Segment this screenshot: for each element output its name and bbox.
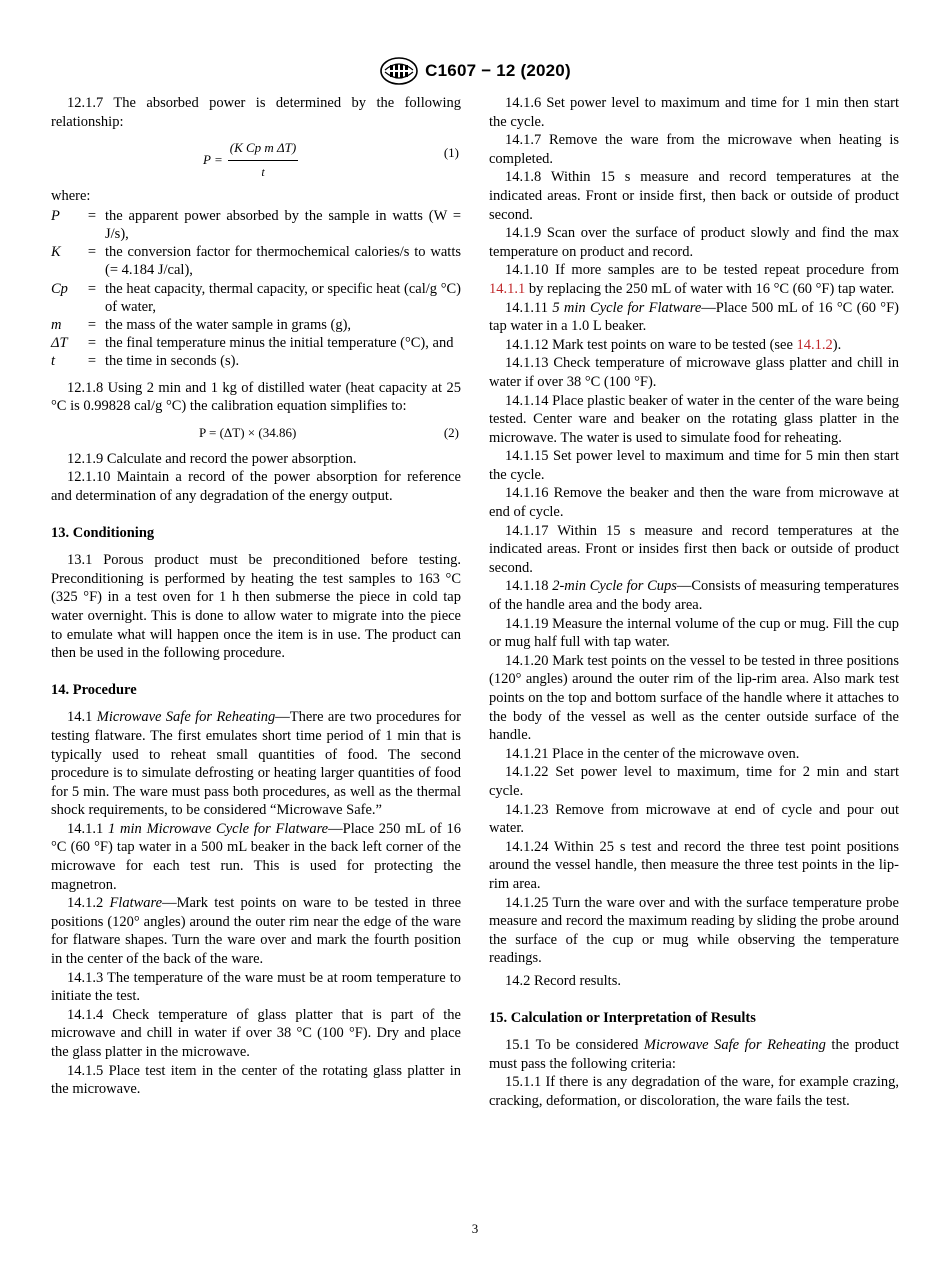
- para-14-1-18: 14.1.18 2-min Cycle for Cups—Consists of measuring temperatures of the handle area and the body area.: [489, 578, 900, 614]
- para-14-1-6: 14.1.6 Set power level to maximum and time for 1 min then start the cycle.: [489, 95, 899, 130]
- equation-1-numerator: (K Cp m ΔT): [228, 139, 299, 161]
- equation-1: [51, 133, 461, 181]
- para-14-1-16: 14.1.16 Remove the beaker and then the ware from microwave at end of cycle.: [489, 485, 899, 521]
- para-14-1-14: 14.1.14 Place plastic beaker of water in the center of the ware being tested. Center ware and beaker on the rotating glass platter in the microwave. The water is used to simulate food for reheating.: [489, 392, 899, 446]
- definition-row: K = the conversion factor for thermochemical calories/s to watts (= 4.184 J/cal),: [51, 244, 461, 279]
- definition-row: t = the time in seconds (s).: [51, 353, 240, 370]
- para-12-1-9: 12.1.9 Calculate and record the power absorption.: [67, 450, 357, 467]
- page-header: [0, 57, 950, 85]
- para-12-1-7: 12.1.7 The absorbed power is determined by the following relationship:: [51, 95, 461, 130]
- para-14-1-10: 14.1.10 If more samples are to be tested repeat procedure from 14.1.1 by replacing the 250 mL of water with 16 °C (60 °F) tap water.: [489, 262, 899, 297]
- para-14-1-19: 14.1.19 Measure the internal volume of the cup or mug. Fill the cup or mug half full with tap water.: [489, 615, 899, 651]
- para-14-2: 14.2 Record results.: [505, 972, 621, 989]
- para-14-1-8: 14.1.8 Within 15 s measure and record temperatures at the indicated areas. Front or inside first, then back or outside of product second.: [489, 169, 899, 223]
- equation-2: [51, 420, 461, 446]
- cross-reference-link[interactable]: 14.1.1: [489, 280, 526, 297]
- para-14-1-17: 14.1.17 Within 15 s measure and record temperatures at the indicated areas. Front or insides first then back or outside of product second.: [489, 522, 899, 576]
- where-label: where:: [51, 188, 91, 205]
- right-column: [489, 94, 899, 1110]
- para-15-1: 15.1 To be considered Microwave Safe for Reheating the product must pass the following criteria:: [489, 1037, 899, 1072]
- equation-1-number: (1): [443, 145, 459, 161]
- definition-row: P = the apparent power absorbed by the sample in watts (W = J/s),: [51, 207, 461, 242]
- equation-2-body: P = (ΔT) × (34.86): [199, 424, 297, 440]
- para-14-1-2: 14.1.2 Flatware—Mark test points on ware to be tested in three positions (120° angles) around the outer rim near the edge of the ware for flatware shapes. Turn the ware over and mark the fourth position in the center of the back of the ware.: [51, 895, 462, 968]
- para-14-1-21: 14.1.21 Place in the center of the microwave oven.: [505, 745, 800, 762]
- definition-row: m = the mass of the water sample in grams (g),: [51, 317, 352, 333]
- para-14-1-22: 14.1.22 Set power level to maximum, time for 2 min and start cycle.: [489, 764, 899, 799]
- section-heading-15: 15. Calculation or Interpretation of Results: [489, 1009, 756, 1026]
- para-12-1-8: 12.1.8 Using 2 min and 1 kg of distilled water (heat capacity at 25 °C is 0.99828 cal/g °C) the calibration equation simplifies to:: [51, 379, 461, 415]
- para-14-1-4: 14.1.4 Check temperature of glass platter that is part of the microwave and chill in water if over 38 °C (100 °F). Dry and place the glass platter in the microwave.: [51, 1006, 461, 1061]
- para-14-1-7: 14.1.7 Remove the ware from the microwave when heating is completed.: [489, 132, 899, 167]
- para-15-1-1: 15.1.1 If there is any degradation of the ware, for example crazing, cracking, deformation, or discoloration, the ware fails the test.: [489, 1074, 899, 1109]
- para-14-1-5: 14.1.5 Place test item in the center of the rotating glass platter in the microwave.: [51, 1062, 461, 1098]
- para-14-1: 14.1 Microwave Safe for Reheating—There are two procedures for testing flatware. The first emulates short time period of 1 min that is typically used to reheat small quantities of food. The second procedure is to simulate defrosting or heating larger quantities of food for 5 min. The ware must pass both procedures, as well as the thermal shock requirements, to be considered “Microwave Safe.”: [51, 709, 461, 819]
- section-heading-13: 13. Conditioning: [51, 524, 155, 541]
- left-column: [51, 94, 461, 1099]
- section-heading-14: 14. Procedure: [51, 681, 137, 698]
- para-14-1-12: 14.1.12 Mark test points on ware to be tested (see 14.1.2).: [505, 336, 842, 353]
- para-14-1-23: 14.1.23 Remove from microwave at end of cycle and pour out water.: [489, 801, 899, 837]
- para-14-1-13: 14.1.13 Check temperature of microwave glass platter and chill in water if over 38 °C (100 °F).: [489, 355, 899, 390]
- definition-row: ΔT = the final temperature minus the initial temperature (°C), and: [51, 335, 454, 352]
- para-13-1: 13.1 Porous product must be preconditioned before testing. Preconditioning is performed by heating the test samples to 163 °C (325 °F) in a test oven for 1 h then submerse the piece in cold tap water overnight. This is done to allow water to migrate into the piece to emulate what will happen once the item is in use. The product can then be used in the following procedure.: [51, 552, 461, 662]
- para-14-1-3: 14.1.3 The temperature of the ware must be at room temperature to initiate the test.: [51, 969, 461, 1005]
- para-14-1-20: 14.1.20 Mark test points on the vessel to be tested in three positions (120° angles) around the outer rim of the lip-rim area. Also mark test points on the top and bottom surface of the handle where it attaches to the body of the vessel as well as the center outside surface of the handle.: [489, 652, 899, 744]
- equation-1-lhs: P =: [203, 151, 223, 167]
- page-number: 3: [471, 1221, 479, 1236]
- astm-logo-icon: [379, 56, 419, 86]
- para-14-1-11: 14.1.11 5 min Cycle for Flatware—Place 500 mL of 16 °C (60 °F) tap water in a 1.0 L beaker.: [489, 299, 899, 335]
- document-id: C1607 − 12 (2020): [425, 61, 571, 80]
- para-14-1-24: 14.1.24 Within 25 s test and record the three test point positions around the vessel handle, then measure the three test points in the lip-rim area.: [489, 838, 899, 892]
- definition-row: Cp = the heat capacity, thermal capacity, or specific heat (cal/g °C) of water,: [51, 280, 461, 315]
- para-14-1-25: 14.1.25 Turn the ware over and with the surface temperature probe measure and record the maximum reading by sliding the probe around the surface of the cup or mug while observing the temperature readings.: [489, 894, 899, 967]
- equation-1-denominator: t: [261, 164, 265, 179]
- para-14-1-1: 14.1.1 1 min Microwave Cycle for Flatware—Place 250 mL of 16 °C (60 °F) tap water in a 500 mL beaker in the back left corner of the microwave for each test run. This is used for protecting the magnetron.: [51, 820, 462, 893]
- para-12-1-10: 12.1.10 Maintain a record of the power absorption for reference and determination of any degradation of the energy output.: [51, 469, 461, 504]
- equation-2-number: (2): [443, 424, 459, 440]
- variable-definitions: [51, 207, 461, 371]
- para-14-1-9: 14.1.9 Scan over the surface of product slowly and find the max temperature on product and record.: [489, 225, 899, 260]
- para-14-1-15: 14.1.15 Set power level to maximum and time for 5 min then start the cycle.: [489, 448, 899, 483]
- cross-reference-link[interactable]: 14.1.2: [796, 336, 833, 353]
